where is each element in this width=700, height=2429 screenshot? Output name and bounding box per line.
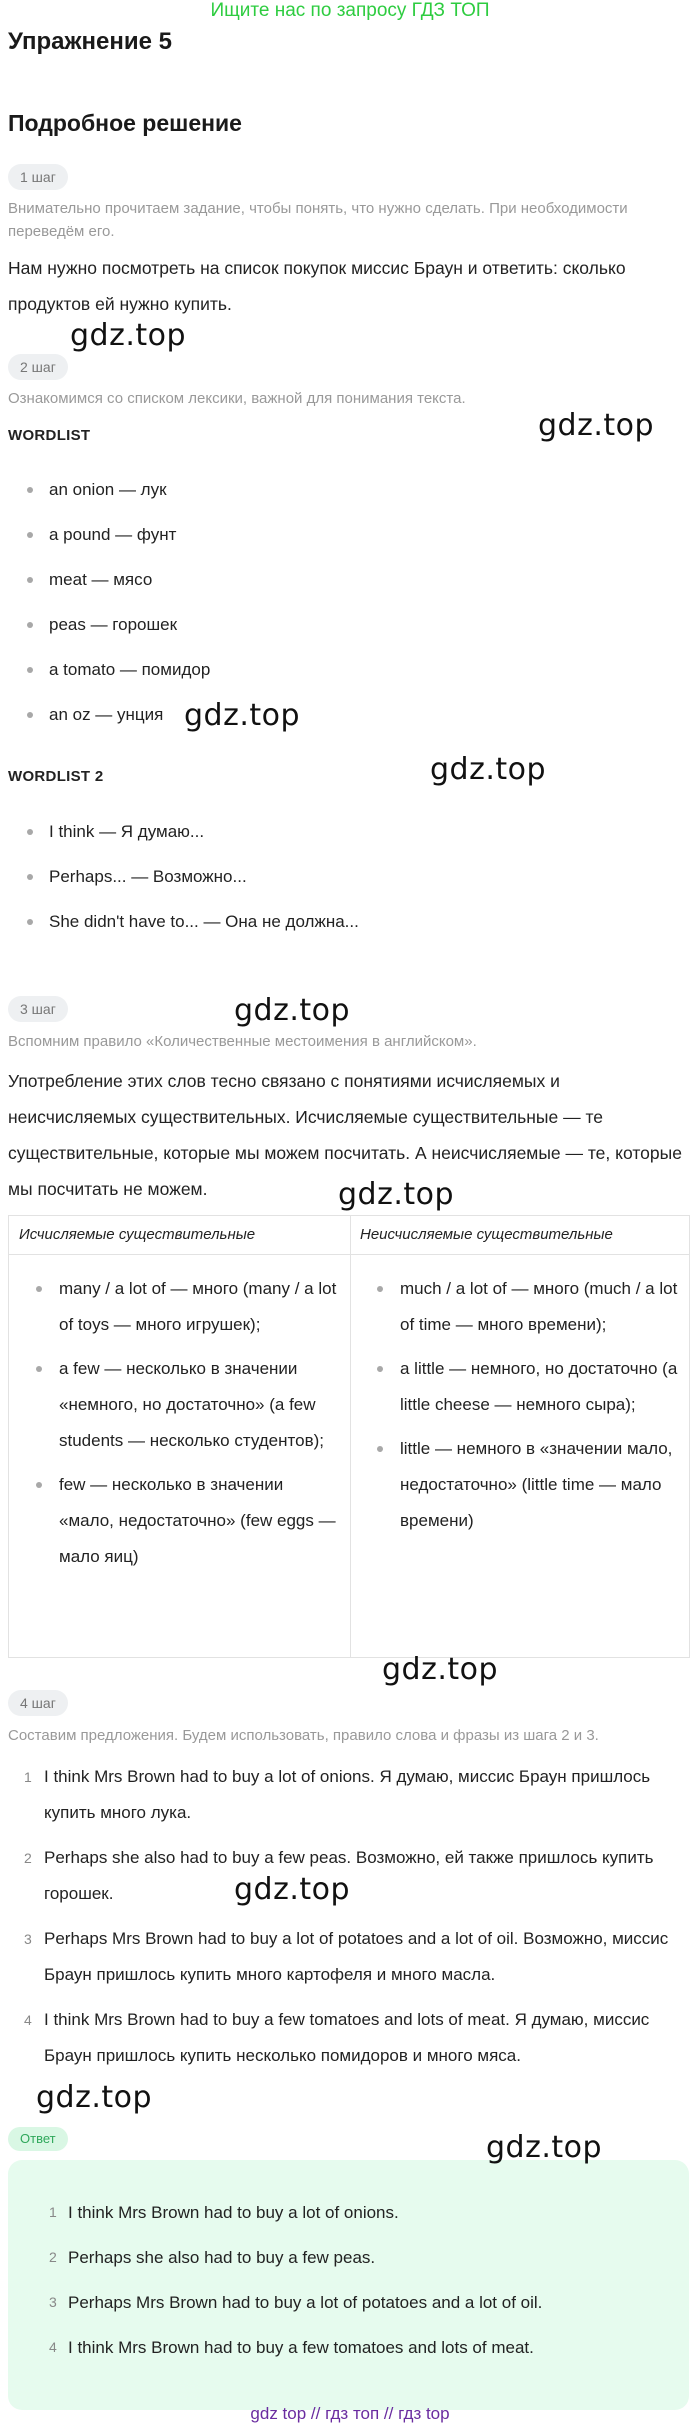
step-badge-2: 2 шаг [8, 354, 68, 380]
list-item: peas — горошек [8, 602, 210, 647]
watermark: gdz.top [538, 408, 655, 443]
list-item: meat — мясо [8, 557, 210, 602]
list-item: much / a lot of — много (much / a lot of time — много времени); [350, 1271, 686, 1343]
list-item [32, 2190, 542, 2235]
sentence-list [8, 1759, 688, 2083]
answer-badge: Ответ [8, 2127, 68, 2151]
step-badge-1: 1 шаг [8, 164, 68, 190]
answer-box [8, 2160, 689, 2410]
list-item [32, 2280, 542, 2325]
step-badge-4: 4 шаг [8, 1690, 68, 1716]
item-text: I think Mrs Brown had to buy a lot of onions. [68, 2203, 399, 2222]
list-item: Perhaps... — Возможно... [8, 854, 359, 899]
item-text: Perhaps she also had to buy a few peas. Возможно, ей также пришлось купить горошек. [44, 1848, 654, 1903]
step2-hint: Ознакомимся со списком лексики, важной для понимания текста. [8, 390, 466, 407]
table-header-countable: Исчисляемые существительные [19, 1226, 256, 1243]
item-number: 4 [49, 2339, 57, 2355]
list-item: many / a lot of — много (many / a lot of toys — много игрушек); [9, 1271, 339, 1343]
item-text: I think Mrs Brown had to buy a few tomatoes and lots of meat. Я думаю, миссис Браун пришлось купить несколько помидоров и много мяса. [44, 2010, 650, 2065]
item-number: 1 [49, 2204, 57, 2220]
pronouns-table [8, 1215, 690, 1658]
list-item: an onion — лук [8, 467, 210, 512]
list-item [8, 1921, 688, 1993]
wordlist-title: WORDLIST [8, 427, 91, 444]
watermark: gdz.top [382, 1652, 499, 1687]
watermark: gdz.top [234, 993, 351, 1028]
watermark: gdz.top [70, 318, 187, 353]
item-text: I think Mrs Brown had to buy a lot of onions. Я думаю, миссис Браун пришлось купить много лука. [44, 1767, 651, 1822]
item-text: Perhaps Mrs Brown had to buy a lot of potatoes and a lot of oil. [68, 2293, 543, 2312]
list-item: a pound — фунт [8, 512, 210, 557]
list-item [32, 2235, 542, 2280]
watermark: gdz.top [184, 698, 301, 733]
list-item [32, 2325, 542, 2370]
list-item [8, 2002, 688, 2074]
step1-hint: Внимательно прочитаем задание, чтобы понять, что нужно сделать. При необходимости переведём его. [8, 200, 628, 240]
item-text: I think Mrs Brown had to buy a few tomatoes and lots of meat. [68, 2338, 534, 2357]
step4-hint: Составим предложения. Будем использовать, правило слова и фразы из шага 2 и 3. [8, 1727, 599, 1744]
watermark: gdz.top [430, 752, 547, 787]
top-banner[interactable]: Ищите нас по запросу ГДЗ ТОП [210, 0, 490, 21]
item-number: 3 [24, 1931, 32, 1947]
list-item: little — немного в «значении мало, недостаточно» (little time — мало времени) [350, 1431, 686, 1539]
page-title: Упражнение 5 [8, 28, 172, 55]
watermark: gdz.top [338, 1177, 455, 1212]
wordlist-2 [8, 809, 359, 944]
step1-text: Нам нужно посмотреть на список покупок миссис Браун и ответить: сколько продуктов ей нужно купить. [8, 258, 626, 314]
step-badge-3: 3 шаг [8, 996, 68, 1022]
countable-list [9, 1271, 339, 1583]
item-number: 1 [24, 1769, 32, 1785]
step3-text: Употребление этих слов тесно связано с понятиями исчисляемых и неисчисляемых существительных. Исчисляемые существительные — те существительные, которые мы можем посчитать. А неисчисляемые — те, которые мы посчитать не можем. [8, 1071, 682, 1199]
item-text: Perhaps Mrs Brown had to buy a lot of potatoes and a lot of oil. Возможно, миссис Браун пришлось купить много картофеля и много масла. [44, 1929, 669, 1984]
watermark: gdz.top [486, 2130, 603, 2165]
table-header-uncountable: Неисчисляемые существительные [360, 1226, 613, 1243]
list-item: She didn't have to... — Она не должна... [8, 899, 359, 944]
list-item [8, 1759, 688, 1831]
list-item: I think — Я думаю... [8, 809, 359, 854]
list-item: a little — немного, но достаточно (a little cheese — немного сыра); [350, 1351, 686, 1423]
table-divider [9, 1254, 689, 1255]
uncountable-list [350, 1271, 686, 1547]
wordlist [8, 467, 210, 737]
item-number: 2 [49, 2249, 57, 2265]
solution-heading: Подробное решение [8, 110, 242, 136]
wordlist2-title: WORDLIST 2 [8, 768, 104, 785]
list-item: a tomato — помидор [8, 647, 210, 692]
footer-links[interactable]: gdz top // гдз топ // гдз top [250, 2404, 450, 2423]
item-text: Perhaps she also had to buy a few peas. [68, 2248, 376, 2267]
step3-hint: Вспомним правило «Количественные местоимения в английском». [8, 1033, 477, 1050]
item-number: 3 [49, 2294, 57, 2310]
watermark: gdz.top [36, 2080, 153, 2115]
item-number: 2 [24, 1850, 32, 1866]
watermark: gdz.top [234, 1872, 351, 1907]
item-number: 4 [24, 2012, 32, 2028]
list-item: few — несколько в значении «мало, недостаточно» (few eggs — мало яиц) [9, 1467, 339, 1575]
list-item: an oz — унция [8, 692, 210, 737]
list-item: a few — несколько в значении «немного, но достаточно» (a few students — несколько студентов); [9, 1351, 339, 1459]
answer-list [32, 2190, 542, 2370]
